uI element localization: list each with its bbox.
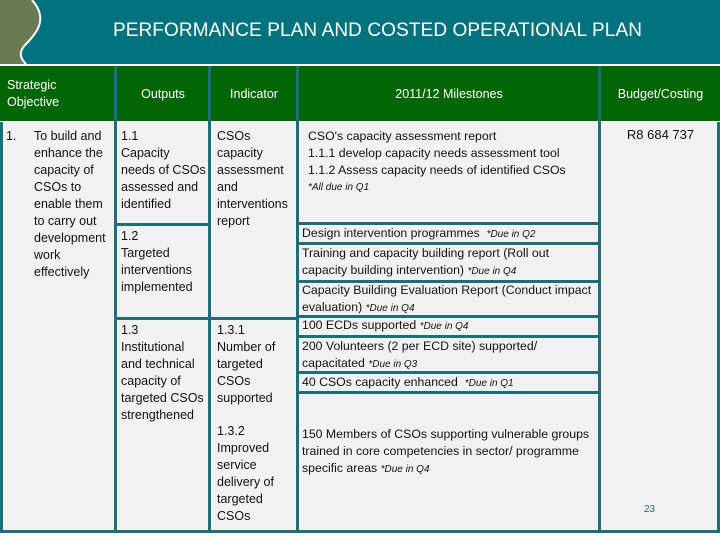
objective-text: To build and enhance the capacity of CSOs to enable them to carry out development work effectively (34, 129, 106, 279)
milestone-text: Training and capacity building report (Roll out capacity building intervention) (302, 246, 549, 277)
milestone-text: 200 Volunteers (2 per ECD site) supported/ capacitated (302, 339, 538, 370)
header-divider (114, 66, 117, 122)
output-text: Targeted interventions implemented (121, 246, 193, 294)
milestone-line: 1.1.2 Assess capacity needs of identified CSOs (308, 163, 566, 177)
output-1-2 (121, 228, 207, 296)
output-code: 1.3 (121, 323, 139, 337)
indicator-text: Number of targeted CSOs supported (217, 340, 276, 405)
title-bar (0, 0, 720, 64)
milestone-text: 150 Members of CSOs supporting vulnerable groups trained in core competencies in sector/ programme specific areas (302, 427, 590, 475)
milestone-text: Design intervention programmes (302, 226, 480, 240)
indicator-1: CSOs capacity assessment and interventions report (217, 129, 288, 228)
plan-table (0, 66, 720, 540)
due-note: *Due in Q1 (464, 378, 514, 389)
milestone-row (300, 426, 598, 478)
header-divider (296, 66, 299, 122)
due-note: *Due in Q4 (419, 321, 469, 332)
due-note: *All due in Q1 (308, 182, 370, 193)
output-code: 1.1 (121, 129, 139, 143)
page-number: 23 (644, 504, 656, 515)
table-border (296, 335, 601, 338)
output-1-3 (121, 322, 207, 424)
page-title: PERFORMANCE PLAN AND COSTED OPERATIONAL PLAN (112, 20, 643, 41)
output-text: Institutional and technical capacity of targeted CSOs strengthened (121, 340, 204, 422)
table-border (0, 122, 3, 532)
milestone-row (300, 338, 598, 373)
milestone-line: CSO's capacity assessment report (308, 129, 497, 143)
milestone-row (300, 225, 598, 243)
milestone-block-1 (306, 128, 604, 196)
due-note: *Due in Q2 (486, 229, 536, 240)
table-border (296, 391, 601, 394)
milestone-line: 1.1.1 develop capacity needs assessment tool (308, 146, 560, 160)
indicator-1-3-2 (217, 423, 287, 525)
milestone-text: 100 ECDs supported (302, 318, 417, 332)
milestone-row (300, 245, 598, 280)
header-outputs: Outputs (118, 66, 208, 121)
header-divider (208, 66, 211, 122)
header-divider (598, 66, 601, 122)
table-border (296, 122, 299, 532)
due-note: *Due in Q3 (368, 359, 418, 370)
milestone-row (300, 317, 598, 335)
table-border (296, 222, 601, 225)
table-border (296, 371, 601, 374)
due-note: *Due in Q4 (365, 303, 415, 314)
due-note: *Due in Q4 (467, 266, 517, 277)
header-strategic-objective: Strategic Objective (7, 66, 107, 121)
table-border (296, 242, 601, 245)
header-budget: Budget/Costing (603, 66, 718, 121)
indicator-code: 1.3.1 (217, 323, 245, 337)
table-border (208, 122, 211, 532)
indicator-text: Improved service delivery of targeted CSOs (217, 441, 274, 523)
budget-value: R8 684 737 (626, 127, 695, 142)
table-border (598, 122, 601, 532)
table-border (0, 530, 720, 533)
output-1-1 (121, 128, 207, 213)
milestone-text: Capacity Building Evaluation Report (Conduct impact evaluation) (302, 283, 592, 314)
table-border (114, 317, 299, 320)
indicator-1-3-1 (217, 322, 295, 407)
output-code: 1.2 (121, 229, 139, 243)
milestone-text: 40 CSOs capacity enhanced (302, 375, 458, 389)
header-indicator: Indicator (213, 66, 295, 121)
table-border (296, 280, 601, 283)
milestone-row (300, 374, 598, 392)
milestone-row (300, 282, 598, 317)
table-border (114, 122, 117, 532)
output-text: Capacity needs of CSOs assessed and identified (121, 146, 206, 211)
due-note: *Due in Q4 (380, 464, 430, 475)
table-border (296, 315, 601, 318)
indicator-code: 1.3.2 (217, 424, 245, 438)
table-border (114, 223, 211, 226)
header-milestones: 2011/12 Milestones (300, 66, 598, 121)
objective-number: 1. (6, 129, 17, 143)
